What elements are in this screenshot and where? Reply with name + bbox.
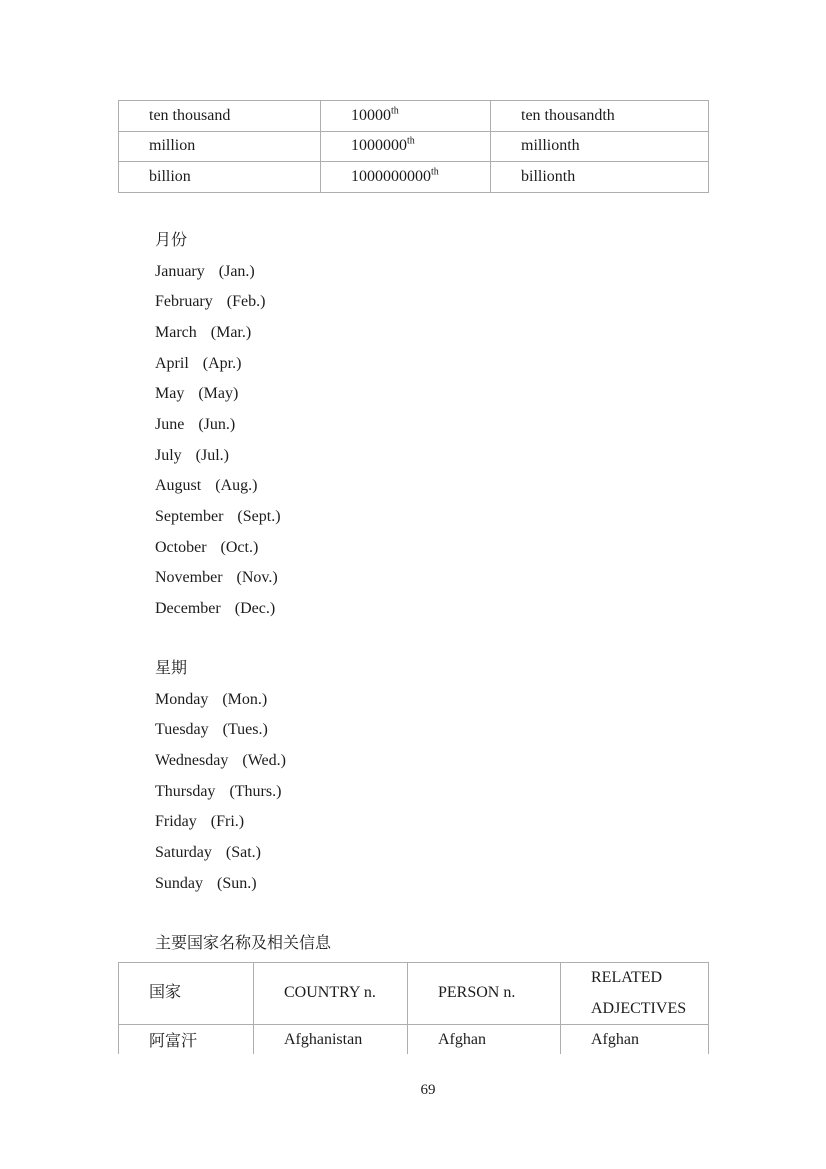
list-item xyxy=(155,287,281,318)
weekday-name: Friday xyxy=(155,813,197,831)
list-item xyxy=(155,471,281,502)
month-name: June xyxy=(155,416,185,434)
countries-table-header xyxy=(119,963,709,1025)
months-list xyxy=(155,257,281,625)
countries-heading: 主要国家名称及相关信息 xyxy=(155,935,332,952)
month-name: January xyxy=(155,262,205,280)
month-name: October xyxy=(155,538,207,556)
list-item xyxy=(155,715,286,746)
list-item xyxy=(155,318,281,349)
month-abbr: (Jan.) xyxy=(218,262,255,280)
list-item xyxy=(155,533,281,564)
month-name: September xyxy=(155,508,224,526)
month-name: February xyxy=(155,293,213,311)
header-adjectives: RELATED ADJECTIVES xyxy=(561,963,709,1025)
adjective-cell: Afghan xyxy=(561,1025,709,1055)
month-name: December xyxy=(155,600,221,618)
list-item xyxy=(155,410,281,441)
header-person: PERSON n. xyxy=(408,963,561,1025)
ordinal-number-cell xyxy=(321,101,491,132)
ordinal-suffix: th xyxy=(407,136,415,148)
month-name: May xyxy=(155,385,185,403)
countries-table-body xyxy=(119,1025,709,1055)
weekday-abbr: (Sat.) xyxy=(225,844,261,862)
weekdays-heading: 星期 xyxy=(155,660,188,677)
weekday-abbr: (Mon.) xyxy=(222,690,268,708)
list-item xyxy=(155,563,281,594)
weekday-name: Wednesday xyxy=(155,752,229,770)
country-en-cell: Afghanistan xyxy=(254,1025,408,1055)
month-abbr: (Feb.) xyxy=(226,293,266,311)
list-item xyxy=(155,807,286,838)
list-item xyxy=(155,441,281,472)
table-row xyxy=(119,1025,709,1055)
list-item xyxy=(155,838,286,869)
person-cell: Afghan xyxy=(408,1025,561,1055)
cardinal-cell: billion xyxy=(119,162,321,193)
month-abbr: (Apr.) xyxy=(202,354,242,372)
weekday-abbr: (Tues.) xyxy=(222,721,268,739)
month-abbr: (Nov.) xyxy=(236,569,278,587)
month-name: November xyxy=(155,569,223,587)
month-name: March xyxy=(155,324,197,342)
ordinal-number: 10000 xyxy=(351,106,391,124)
weekday-name: Monday xyxy=(155,690,209,708)
table-row xyxy=(119,131,709,162)
ordinal-number-cell xyxy=(321,162,491,193)
weekdays-list xyxy=(155,685,286,900)
month-name: August xyxy=(155,477,202,495)
ordinals-table-body xyxy=(119,101,709,193)
list-item xyxy=(155,746,286,777)
cardinal-cell: ten thousand xyxy=(119,101,321,132)
countries-table xyxy=(118,962,709,1054)
list-item xyxy=(155,349,281,380)
page-number: 69 xyxy=(420,1082,436,1098)
weekday-name: Tuesday xyxy=(155,721,209,739)
list-item xyxy=(155,257,281,288)
ordinal-word-cell: ten thousandth xyxy=(491,101,709,132)
weekday-abbr: (Fri.) xyxy=(210,813,245,831)
cardinal-cell: million xyxy=(119,131,321,162)
ordinal-word-cell: billionth xyxy=(491,162,709,193)
ordinal-suffix: th xyxy=(391,105,399,117)
weekday-abbr: (Sun.) xyxy=(217,874,257,892)
country-cn-cell: 阿富汗 xyxy=(119,1025,254,1055)
month-abbr: (Aug.) xyxy=(215,477,258,495)
month-abbr: (Mar.) xyxy=(210,324,252,342)
list-item xyxy=(155,685,286,716)
ordinal-suffix: th xyxy=(431,166,439,178)
header-country-cn: 国家 xyxy=(119,963,254,1025)
weekday-name: Saturday xyxy=(155,844,212,862)
month-abbr: (Jul.) xyxy=(195,446,229,464)
weekday-abbr: (Thurs.) xyxy=(229,782,282,800)
weekday-name: Thursday xyxy=(155,782,216,800)
month-abbr: (Jun.) xyxy=(198,416,236,434)
month-abbr: (Dec.) xyxy=(234,600,276,618)
month-name: July xyxy=(155,446,182,464)
list-item xyxy=(155,502,281,533)
header-country-en: COUNTRY n. xyxy=(254,963,408,1025)
ordinal-number: 1000000 xyxy=(351,137,407,155)
ordinal-number: 1000000000 xyxy=(351,167,431,185)
list-item xyxy=(155,594,281,625)
month-abbr: (Oct.) xyxy=(220,538,259,556)
table-row xyxy=(119,162,709,193)
table-header-row xyxy=(119,963,709,1025)
list-item xyxy=(155,777,286,808)
ordinal-number-cell xyxy=(321,131,491,162)
list-item xyxy=(155,379,281,410)
months-section xyxy=(155,226,281,625)
table-row xyxy=(119,101,709,132)
month-abbr: (Sept.) xyxy=(237,508,281,526)
list-item xyxy=(155,869,286,900)
ordinals-table xyxy=(118,100,709,193)
weekdays-section xyxy=(155,654,286,899)
ordinal-word-cell: millionth xyxy=(491,131,709,162)
month-abbr: (May) xyxy=(198,385,239,403)
weekday-abbr: (Wed.) xyxy=(242,752,286,770)
month-name: April xyxy=(155,354,189,372)
weekday-name: Sunday xyxy=(155,874,203,892)
months-heading: 月份 xyxy=(155,232,188,249)
